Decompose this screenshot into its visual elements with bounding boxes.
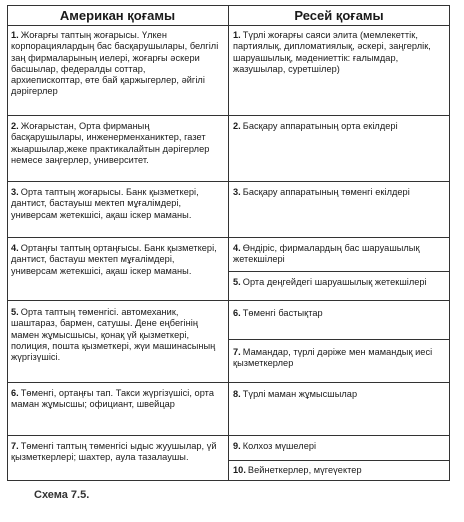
row-number: 7. [11,441,19,451]
column-divider [228,5,229,481]
right-row-8 [233,389,445,400]
table-border-left [7,5,8,481]
row-text: Орта деңгейдегі шаруашылық жетекшілері [242,277,427,287]
right-row-1 [233,30,445,75]
table-border-right [449,5,450,481]
row-divider [7,382,450,383]
right-row-2 [233,121,445,132]
row-divider [7,5,450,6]
header-russian: Ресей қоғамы [294,8,384,23]
right-row-9 [233,441,445,452]
row-number: 1. [11,30,19,40]
header-american: Американ қоғамы [59,8,176,23]
row-text: Төменгі бастықтар [242,308,323,318]
row-number: 2. [11,121,19,131]
row-divider [7,25,450,26]
row-number: 4. [11,243,19,253]
right-row-7 [233,347,445,370]
row-number: 2. [233,121,241,131]
row-number: 10. [233,465,246,475]
right-row-5 [233,277,445,288]
right-row-divider [228,271,450,272]
row-text: Жоғарыстан, Орта фирманың басқарушылары, инженерменханиктер, газет жыаршылар,жеке практикалайтын дәрігерлер немесе заңгерлер, университет. [11,121,210,165]
left-row-2 [11,121,219,166]
row-number: 7. [233,347,241,357]
row-text: Колхоз мүшелері [242,441,317,451]
left-row-3 [11,187,219,221]
right-row-divider [228,339,450,340]
row-text: Мамандар, түрлі дәріже мен мамандық иесі қызметкерлер [233,347,433,369]
row-text: Басқару аппаратының орта екілдері [242,121,398,131]
right-row-3 [233,187,445,198]
row-divider [7,181,450,182]
left-row-4 [11,243,219,277]
row-text: Орта таптың жоғарысы. Банк қызметкері, дантист, бастауыш мектеп мұғалімдері, универсам жетекшісі, ақаш іскер маманы. [11,187,199,220]
row-number: 9. [233,441,241,451]
left-row-1 [11,30,219,98]
row-text: Жоғарғы таптың жоғарысы. Үлкен корпорациялардың бас басқарушылары, белгілі заң фирмаларының иелері, жоғарғы әскери басшылар, федералды соттар, архиепископтар, өте бай қаржыгерлер, әйгілі дәрігерлер [11,30,219,97]
right-row-6 [233,308,445,319]
right-row-4 [233,243,445,266]
right-row-10 [233,465,445,476]
row-number: 4. [233,243,241,253]
left-row-7 [11,441,219,464]
row-text: Төменгі, ортаңғы тап. Такси жүргізүшісі, орта маман жұмысшы; официант, швейцар [11,388,214,410]
row-text: Орта таптың төменгісі. автомеханик, шаштараз, бармен, сатушы. Дене еңбегінің мамен жұмысшысы, қонақ үй қызметкері, полиция, пошта қызметкері, жүи машинасының жүргізүшісі. [11,307,216,363]
row-text: Түрлі жоғарғы саяси элита (мемлекеттік, партиялық, дипломатиялық, әскері, заңгерлік, шаруашылық, мәдениеттік: ғалымдар, жазушылар, суретшілер) [233,30,431,74]
row-text: Вейнеткерлер, мүгеүектер [247,465,362,475]
comparison-table [7,5,450,481]
right-row-divider [228,460,450,461]
row-text: Басқару аппаратының төменгі екілдері [242,187,410,197]
row-divider [7,237,450,238]
row-number: 1. [233,30,241,40]
row-divider [7,300,450,301]
row-divider [7,435,450,436]
left-row-6 [11,388,219,411]
row-number: 5. [11,307,19,317]
row-divider [7,480,450,481]
row-divider [7,115,450,116]
row-text: Ортаңғы таптың ортаңғысы. Банк қызметкері, дантист, бастауш мектеп мұғалімдері, универсам жетекшісі, ақаш іскер маманы. [11,243,217,276]
row-number: 5. [233,277,241,287]
row-number: 3. [11,187,19,197]
row-number: 8. [233,389,241,399]
row-number: 3. [233,187,241,197]
left-row-5 [11,307,219,363]
row-number: 6. [11,388,19,398]
row-text: Түрлі маман жұмысшылар [242,389,358,399]
row-text: Төменгі таптың төменгісі ыдыс жуушылар, үй қызметкерлері; шахтер, аула тазалаушы. [11,441,217,463]
row-number: 6. [233,308,241,318]
figure-caption: Схема 7.5. [34,489,90,501]
row-text: Өндіріс, фирмалардың бас шаруашылық жетекшілері [233,243,420,265]
